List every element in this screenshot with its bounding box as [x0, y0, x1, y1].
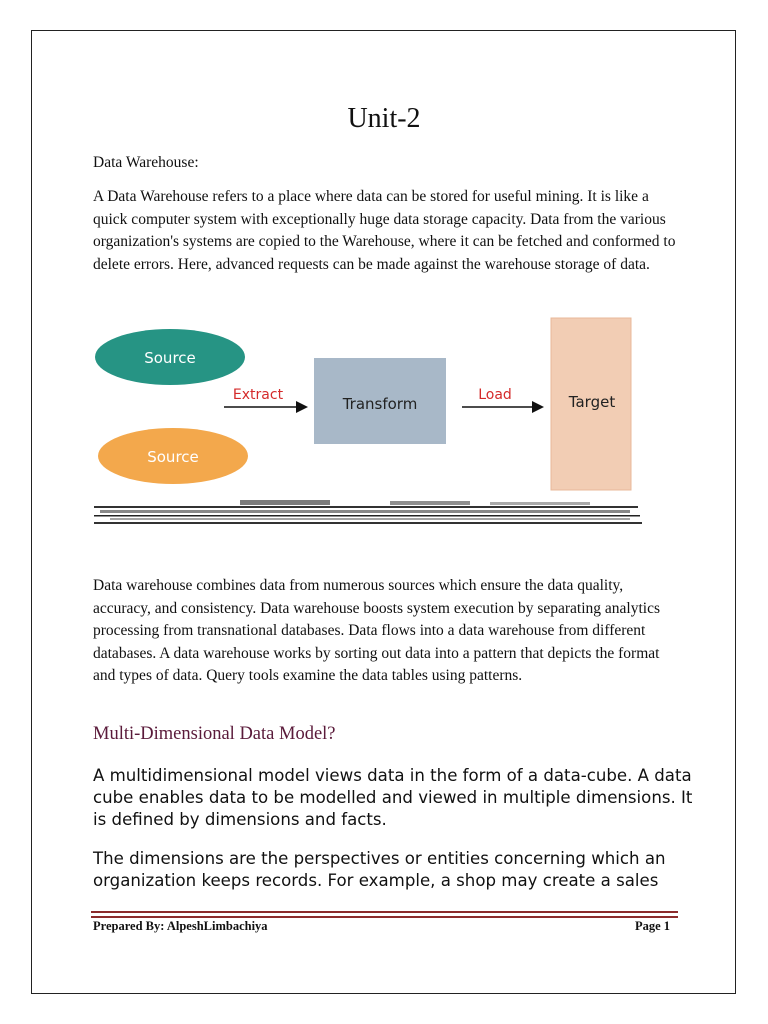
target-label: Target — [568, 393, 616, 411]
paragraph-multidimensional-model: A multidimensional model views data in the form of a data-cube. A data cube enables data to be modelled and viewed in multiple dimensions. It is defined by dimensions and facts. — [93, 766, 693, 829]
load-arrow-head — [532, 401, 544, 413]
load-label: Load — [478, 387, 512, 403]
paragraph-dimensions: The dimensions are the perspectives or entities concerning which an organization keeps records. For example, a shop may create a sales — [93, 849, 666, 890]
section-heading-data-warehouse: Data Warehouse: — [93, 154, 199, 171]
extract-label: Extract — [232, 387, 284, 403]
extract-arrow-head — [296, 401, 308, 413]
section-heading-multidimensional: Multi-Dimensional Data Model? — [93, 724, 336, 744]
footer-prepared-by: Prepared By: AlpeshLimbachiya — [93, 919, 268, 933]
scan-artifact-band — [94, 500, 642, 524]
transform-label: Transform — [342, 395, 418, 413]
footer-rule-bottom — [91, 916, 678, 918]
paragraph-data-warehouse-combines: Data warehouse combines data from numerous sources which ensure the data quality, accuracy, and consistency. Data warehouse boosts system execution by separating analytics processing from transnational databases. Data flows into a data warehouse from different databases. A data warehouse works by sorting out data into a pattern that depicts the format and types of data. Query tools examine the data tables using patterns. — [93, 577, 660, 685]
paragraph-data-warehouse: A Data Warehouse refers to a place where data can be stored for useful mining. It is like a quick computer system with exceptionally huge data storage capacity. Data from the various organization's systems are copied to the Warehouse, where it can be fetched and conformed to delete errors. Here, advanced requests can be made against the warehouse storage of data. — [93, 188, 676, 273]
footer-page-number: Page 1 — [635, 919, 671, 933]
source-bottom-label: Source — [147, 448, 199, 466]
footer-rule-top — [91, 911, 678, 913]
source-top-label: Source — [144, 349, 196, 367]
etl-diagram — [90, 312, 650, 532]
page-title: Unit-2 — [347, 103, 421, 134]
